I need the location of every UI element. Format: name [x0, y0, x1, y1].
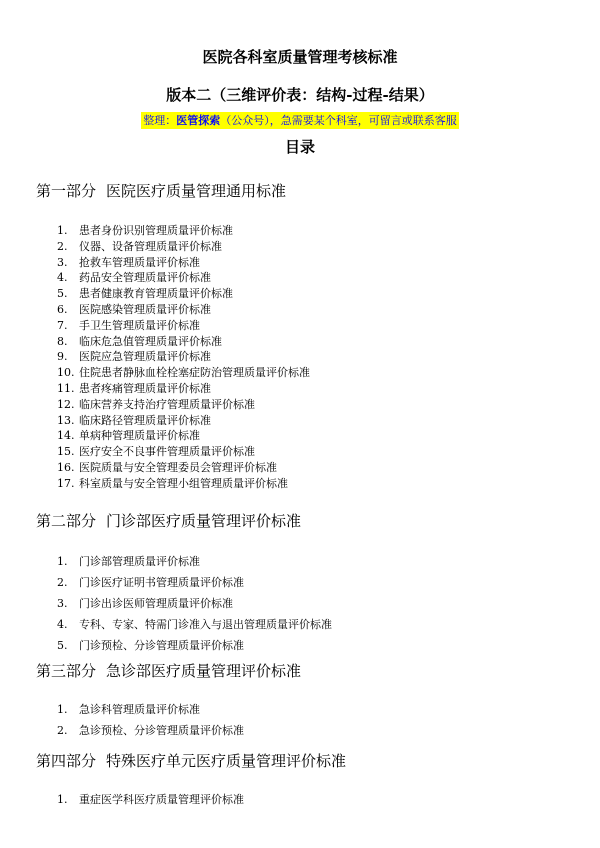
toc-list: [36, 699, 576, 741]
section-title-text: 门诊部医疗质量管理评价标准: [106, 512, 302, 530]
toc-item-label: 专科、专家、特需门诊准入与退出管理质量评价标准: [79, 618, 332, 631]
toc-item[interactable]: [36, 789, 576, 810]
toc-item-label: 患者身份识别管理质量评价标准: [79, 224, 233, 237]
toc-item-number: 14.: [57, 429, 75, 443]
toc-item[interactable]: [36, 413, 576, 429]
toc-item-label: 重症医学科医疗质量管理评价标准: [79, 793, 244, 806]
notice-banner: [0, 109, 600, 129]
toc-item[interactable]: [36, 460, 576, 476]
section-part-label: 第三部分: [36, 662, 97, 680]
toc-item[interactable]: [36, 349, 576, 365]
toc-item-number: 1.: [57, 703, 68, 716]
toc-item-number: 4.: [57, 618, 68, 631]
toc-item[interactable]: [36, 255, 576, 271]
toc-item-number: 15.: [57, 445, 75, 459]
toc-item-label: 仪器、设备管理质量评价标准: [79, 239, 222, 253]
toc-list: [36, 551, 576, 656]
toc-item-number: 2.: [57, 576, 68, 589]
toc-section-3: [36, 661, 576, 741]
toc-item-label: 临床危急值管理质量评价标准: [79, 334, 222, 348]
toc-item-number: 11.: [57, 381, 75, 395]
toc-item[interactable]: [36, 365, 576, 381]
toc-item[interactable]: [36, 318, 576, 334]
toc-item[interactable]: [36, 551, 576, 572]
toc-item-number: 13.: [57, 413, 75, 427]
toc-item-number: 1.: [57, 555, 68, 568]
toc-item-label: 门诊预检、分诊管理质量评价标准: [79, 639, 244, 652]
toc-item[interactable]: [36, 572, 576, 593]
toc-item-number: 10.: [57, 366, 75, 380]
toc-item[interactable]: [36, 476, 576, 492]
toc-item-label: 医院质量与安全管理委员会管理评价标准: [79, 460, 277, 474]
toc-item-label: 抢救车管理质量评价标准: [79, 255, 200, 269]
toc-item-label: 药品安全管理质量评价标准: [79, 271, 211, 285]
toc-item-label: 急诊科管理质量评价标准: [79, 703, 200, 716]
toc-item-number: 2.: [57, 239, 68, 253]
toc-item[interactable]: [36, 302, 576, 318]
toc-item[interactable]: [36, 270, 576, 286]
toc-item-number: 3.: [57, 597, 68, 610]
notice-prefix: 整理：: [143, 114, 177, 127]
toc-item[interactable]: [36, 614, 576, 635]
toc-item-number: 6.: [57, 302, 68, 316]
toc-item-number: 3.: [57, 255, 68, 269]
toc-item-label: 患者健康教育管理质量评价标准: [79, 287, 233, 301]
toc-section-4: [36, 751, 576, 810]
toc-item[interactable]: [36, 223, 576, 239]
toc-item-label: 门诊医疗证明书管理质量评价标准: [79, 576, 244, 589]
toc-item-label: 临床路径管理质量评价标准: [79, 413, 211, 427]
document-title: 医院各科室质量管理考核标准: [202, 48, 398, 66]
section-title[interactable]: [36, 511, 576, 531]
toc-item[interactable]: [36, 381, 576, 397]
toc-item-number: 5.: [57, 287, 68, 301]
toc-section-2: [36, 511, 576, 656]
section-title[interactable]: [36, 181, 576, 201]
section-part-label: 第二部分: [36, 512, 97, 530]
toc-item[interactable]: [36, 699, 576, 720]
toc-list: [36, 223, 576, 492]
toc-item[interactable]: [36, 635, 576, 656]
toc-item[interactable]: [36, 444, 576, 460]
notice-highlight: [141, 112, 459, 129]
toc-item-label: 医院感染管理质量评价标准: [79, 302, 211, 316]
toc-heading: 目录: [284, 138, 315, 156]
toc-item[interactable]: [36, 286, 576, 302]
toc-item-label: 门诊出诊医师管理质量评价标准: [79, 597, 233, 610]
toc-item-number: 1.: [57, 793, 68, 806]
toc-item-label: 门诊部管理质量评价标准: [79, 555, 200, 568]
toc-item[interactable]: [36, 720, 576, 741]
toc-item-number: 9.: [57, 350, 68, 364]
toc-item-number: 1.: [57, 224, 68, 237]
toc-item-number: 17.: [57, 476, 75, 490]
toc-item-label: 住院患者静脉血栓栓塞症防治管理质量评价标准: [79, 366, 310, 380]
toc-item[interactable]: [36, 334, 576, 350]
section-title-text: 医院医疗质量管理通用标准: [106, 182, 287, 200]
toc-item-label: 医疗安全不良事件管理质量评价标准: [79, 445, 255, 459]
toc-item[interactable]: [36, 428, 576, 444]
section-part-label: 第四部分: [36, 752, 97, 770]
toc-item-number: 16.: [57, 460, 75, 474]
toc-item-label: 临床营养支持治疗管理质量评价标准: [79, 397, 255, 411]
notice-suffix: （公众号），急需要某个科室，可留言或联系客服: [220, 114, 457, 127]
toc-item[interactable]: [36, 593, 576, 614]
toc-item-label: 医院应急管理质量评价标准: [79, 350, 211, 364]
toc-item-number: 12.: [57, 397, 75, 411]
toc-item-label: 科室质量与安全管理小组管理质量评价标准: [79, 476, 288, 490]
section-title[interactable]: [36, 751, 576, 771]
toc-item-label: 手卫生管理质量评价标准: [79, 318, 200, 332]
toc-item-number: 7.: [57, 318, 68, 332]
toc-item[interactable]: [36, 397, 576, 413]
toc-item[interactable]: [36, 239, 576, 255]
toc-item-number: 2.: [57, 724, 68, 737]
section-part-label: 第一部分: [36, 182, 97, 200]
toc-item-label: 急诊预检、分诊管理质量评价标准: [79, 724, 244, 737]
section-title-text: 特殊医疗单元医疗质量管理评价标准: [106, 752, 347, 770]
toc-item-label: 患者疼痛管理质量评价标准: [79, 381, 211, 395]
toc-list: [36, 789, 576, 810]
toc-item-number: 5.: [57, 639, 68, 652]
toc-item-number: 4.: [57, 271, 68, 285]
notice-source: 医管探索: [176, 114, 221, 127]
section-title-text: 急诊部医疗质量管理评价标准: [106, 662, 302, 680]
section-title[interactable]: [36, 661, 576, 681]
toc-section-1: [36, 181, 576, 492]
document-subtitle: 版本二（三维评价表：结构-过程-结果）: [166, 86, 434, 104]
toc-item-label: 单病种管理质量评价标准: [79, 429, 200, 443]
toc-item-number: 8.: [57, 334, 68, 348]
